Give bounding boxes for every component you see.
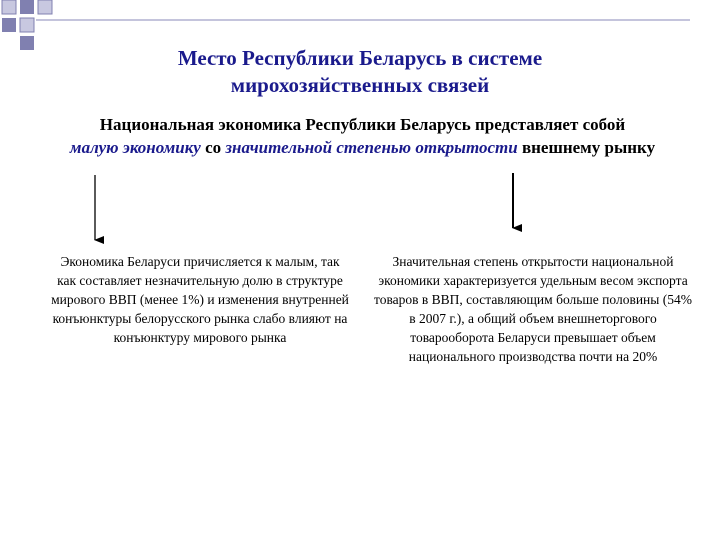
intro-part-3: внешнему рынку — [517, 138, 656, 157]
intro-part-2: со — [200, 138, 226, 157]
deco-square — [20, 0, 34, 14]
left-explanation: Экономика Беларуси причисляется к малым, так как составляет незначительную долю в структуре мирового ВВП (менее 1%) и изменения внутренней конъюнктуры белорусского рынка слабо влияют на конъюнктуру мирового рынка — [51, 254, 349, 345]
intro-statement — [30, 113, 695, 159]
slide-title — [100, 45, 620, 99]
intro-emphasis-small-economy: малую экономику — [69, 138, 201, 157]
title-line-2: мирохозяйственных связей — [230, 73, 490, 97]
right-explanation: Значительная степень открытости национальной экономики характеризуется удельным весом экспорта товаров в ВВП, составляющим больше половины (54% в 2007 г.), а общий объем внешнеторгового товарооборота Беларуси превышает объем национального производства почти на 20% — [374, 254, 692, 364]
intro-emphasis-openness: значительной степенью открытости — [225, 138, 518, 157]
deco-square — [2, 18, 16, 32]
deco-square — [38, 0, 52, 14]
deco-square — [2, 0, 16, 14]
deco-square — [20, 18, 34, 32]
intro-part-1: Национальная экономика Республики Беларусь представляет собой — [99, 115, 626, 134]
title-line-1: Место Республики Беларусь в системе — [177, 46, 543, 70]
deco-square — [20, 36, 34, 50]
